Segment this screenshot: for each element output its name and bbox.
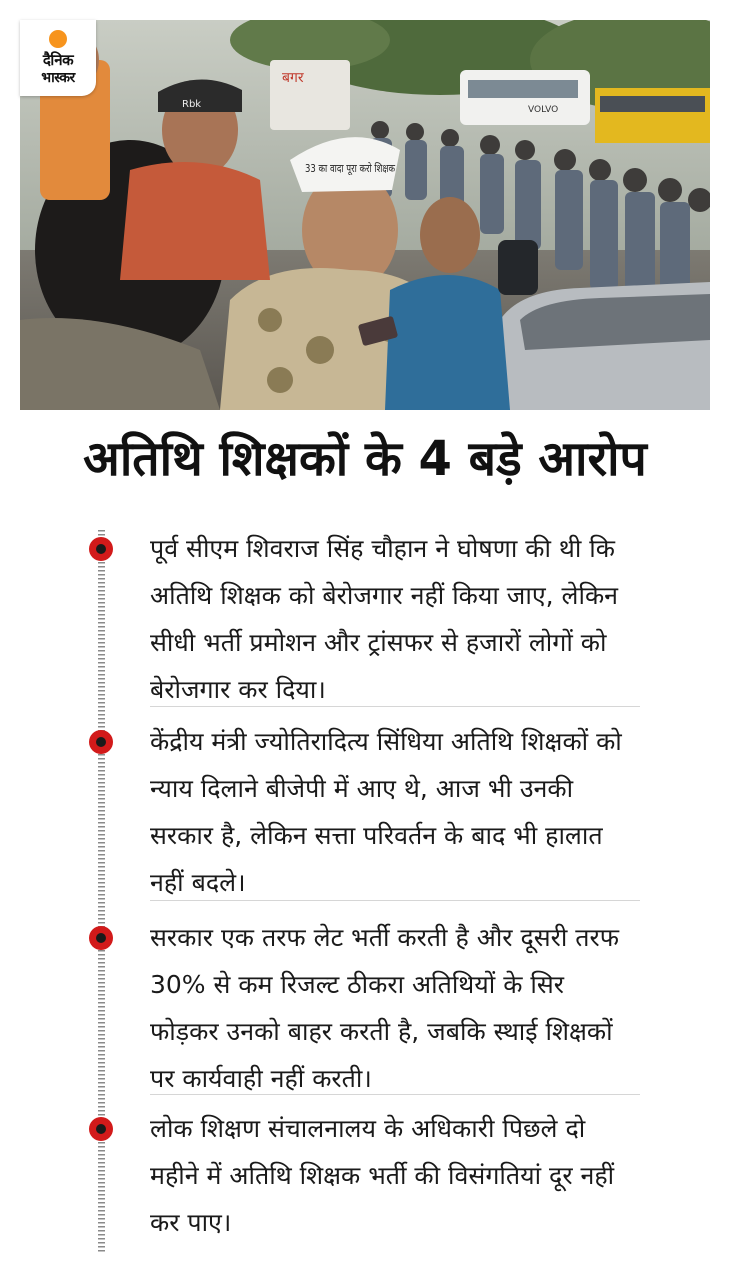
timeline-rail [98,530,105,1252]
divider [150,706,640,707]
page-title: अतिथि शिक्षकों के 4 बड़े आरोप [83,431,647,487]
bullet-icon [89,1117,113,1141]
cap-brand-text: Rbk [182,99,202,110]
protest-photo [20,20,710,410]
divider [150,900,640,901]
protest-crowd-image [20,20,710,410]
logo-wordmark-line2: भास्कर [41,70,75,86]
van-sign-text: बगर [282,70,304,86]
bullet-icon [89,537,113,561]
allegation-point-3: सरकार एक तरफ लेट भर्ती करती है और दूसरी तरफ 30% से कम रिजल्ट ठीकरा अतिथियों के सिर फोड़कर उनको बाहर करती है, जबकि स्थाई शिक्षकों पर कार्यवाही नहीं करती। [150,923,620,1093]
bus-brand-text: VOLVO [528,105,559,115]
bullet-icon [89,730,113,754]
allegation-point-1: पूर्व सीएम शिवराज सिंह चौहान ने घोषणा की थी कि अतिथि शिक्षक को बेरोजगार नहीं किया जाए, लेकिन सीधी भर्ती प्रमोशन और ट्रांसफर से हजारों लोगों को बेरोजगार कर दिया। [150,534,619,704]
bullet-icon [89,926,113,950]
protest-cap-text: 33 का वादा पूरा करो शिक्षक [305,162,422,175]
logo-wordmark-line1: दैनिक [42,51,74,69]
allegation-point-2: केंद्रीय मंत्री ज्योतिरादित्य सिंधिया अतिथि शिक्षकों को न्याय दिलाने बीजेपी में आए थे, आज भी उनकी सरकार है, लेकिन सत्ता परिवर्तन के बाद भी हालात नहीं बदले। [150,727,622,897]
sun-icon [49,30,67,48]
divider [150,1094,640,1095]
dainik-bhaskar-logo [20,20,96,96]
allegation-point-4: लोक शिक्षण संचालनालय के अधिकारी पिछले दो महीने में अतिथि शिक्षक भर्ती की विसंगतियां दूर नहीं कर पाए। [150,1114,615,1237]
